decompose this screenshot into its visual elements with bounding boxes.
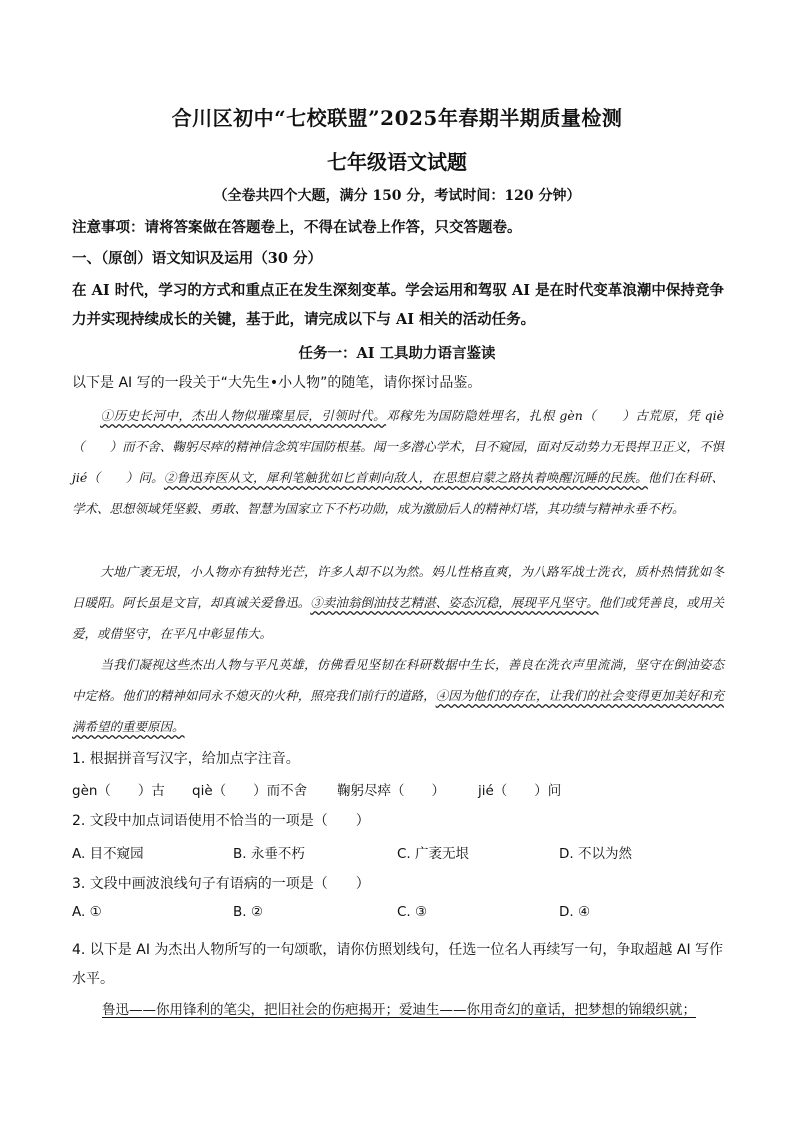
question-3-options (72, 904, 724, 924)
question-1: 1. 根据拼音写汉字，给加点字注音。 (72, 751, 300, 767)
exam-title: 合川区初中“七校联盟”2025年春期半期质量检测 (171, 106, 623, 130)
passage-text: 他们或凭善良，或用关爱，或借坚守，在平凡中彰显伟大。 (72, 595, 724, 641)
wavy-sentence-1: ①历史长河中，杰出人物似璀璨星辰，引领时代。 (100, 408, 387, 423)
passage-lead: 以下是 AI 写的一段关于“大先生•小人物”的随笔，请你探讨品鉴。 (72, 375, 482, 391)
q1-item: jié（ ）问 (478, 783, 562, 799)
question-4-sample: 鲁迅——你用锋利的笔尖，把旧社会的伤疤揭开；爱迪生——你用奇幻的童话，把梦想的锦缎织就； (102, 1002, 696, 1018)
passage-text: 邓稼先为国防隐姓埋名，扎根 gèn（ ）古荒原，凭 qiè（ ）而不舍、鞠躬尽瘁的精神信念筑牢国防根基。闻一多潜心学术，目不窥园，面对反动势力无畏捍卫正义，不惧 jié（ ）问。 (72, 408, 724, 485)
q3-option-a: A. ① (72, 904, 102, 920)
q1-item: 鞠躬尽瘁（ ） (337, 783, 445, 799)
wavy-sentence-4: ④因为他们的存在，让我们的社会变得更加美好和充满希望的重要原因。 (72, 688, 724, 734)
q2-option-a: A. 目不窥园 (72, 846, 144, 862)
q1-item: qiè（ ）而不舍 (192, 783, 308, 799)
section-intro: 在 AI 时代，学习的方式和重点正在发生深刻变革。学会运用和驾驭 AI 是在时代变革浪潮中保持竞争力并实现持续成长的关键，基于此，请完成以下与 AI 相关的活动任务。 (72, 282, 724, 328)
passage-paragraph-3 (72, 649, 724, 742)
question-4: 4. 以下是 AI 为杰出人物所写的一句颂歌，请你仿照划线句，任选一位名人再续写一句，争取超越 AI 写作水平。 (72, 942, 724, 987)
section-heading: 一、（原创）语文知识及运用（30 分） (72, 250, 322, 267)
q2-option-d: D. 不以为然 (559, 846, 632, 862)
passage-text: 大地广袤无垠，小人物亦有独特光芒，许多人却不以为然。妈儿性格直爽，为八路军战士洗衣，质朴热情犹如冬日暖阳。阿长虽是文盲，却真诚关爱鲁迅。 (72, 564, 724, 610)
question-3: 3. 文段中画波浪线句子有语病的一项是（ ） (72, 876, 370, 892)
q3-option-b: B. ② (233, 904, 263, 920)
q2-option-c: C. 广袤无垠 (397, 846, 470, 862)
q3-option-d: D. ④ (559, 904, 591, 920)
question-2-options (72, 842, 724, 862)
passage-text: 当我们凝视这些杰出人物与平凡英雄，仿佛看见坚韧在科研数据中生长，善良在洗衣声里流淌，坚守在倒油姿态中定格。他们的精神如同永不熄灭的火种，照亮我们前行的道路， (72, 657, 724, 703)
passage-paragraph-2 (72, 556, 724, 649)
wavy-sentence-2: ②鲁迅弃医从文，犀利笔触犹如匕首刺向敌人，在思想启蒙之路执着唤醒沉睡的民族。 (163, 470, 648, 485)
q3-option-c: C. ③ (397, 904, 428, 920)
wavy-sentence-3: ③卖油翁倒油技艺精湛、姿态沉稳，展现平凡坚守。 (310, 595, 599, 610)
exam-notice: 注意事项：请将答案做在答题卷上，不得在试卷上作答，只交答题卷。 (72, 219, 522, 236)
exam-info: （全卷共四个大题，满分 150 分，考试时间：120 分钟） (213, 188, 581, 204)
passage-paragraph-1 (72, 400, 724, 524)
task-title: 任务一：AI 工具助力语言鉴读 (298, 345, 496, 362)
q2-option-b: B. 永垂不朽 (233, 846, 305, 862)
exam-subtitle: 七年级语文试题 (327, 150, 467, 174)
question-1-items (72, 779, 724, 799)
q1-item: gèn（ ）古 (72, 783, 165, 799)
passage-text: 他们在科研、学术、思想领域凭坚毅、勇敢、智慧为国家立下不朽功勋，成为激励后人的精神灯塔，其功绩与精神永垂不朽。 (72, 470, 724, 516)
question-2: 2. 文段中加点词语使用不恰当的一项是（ ） (72, 813, 370, 829)
